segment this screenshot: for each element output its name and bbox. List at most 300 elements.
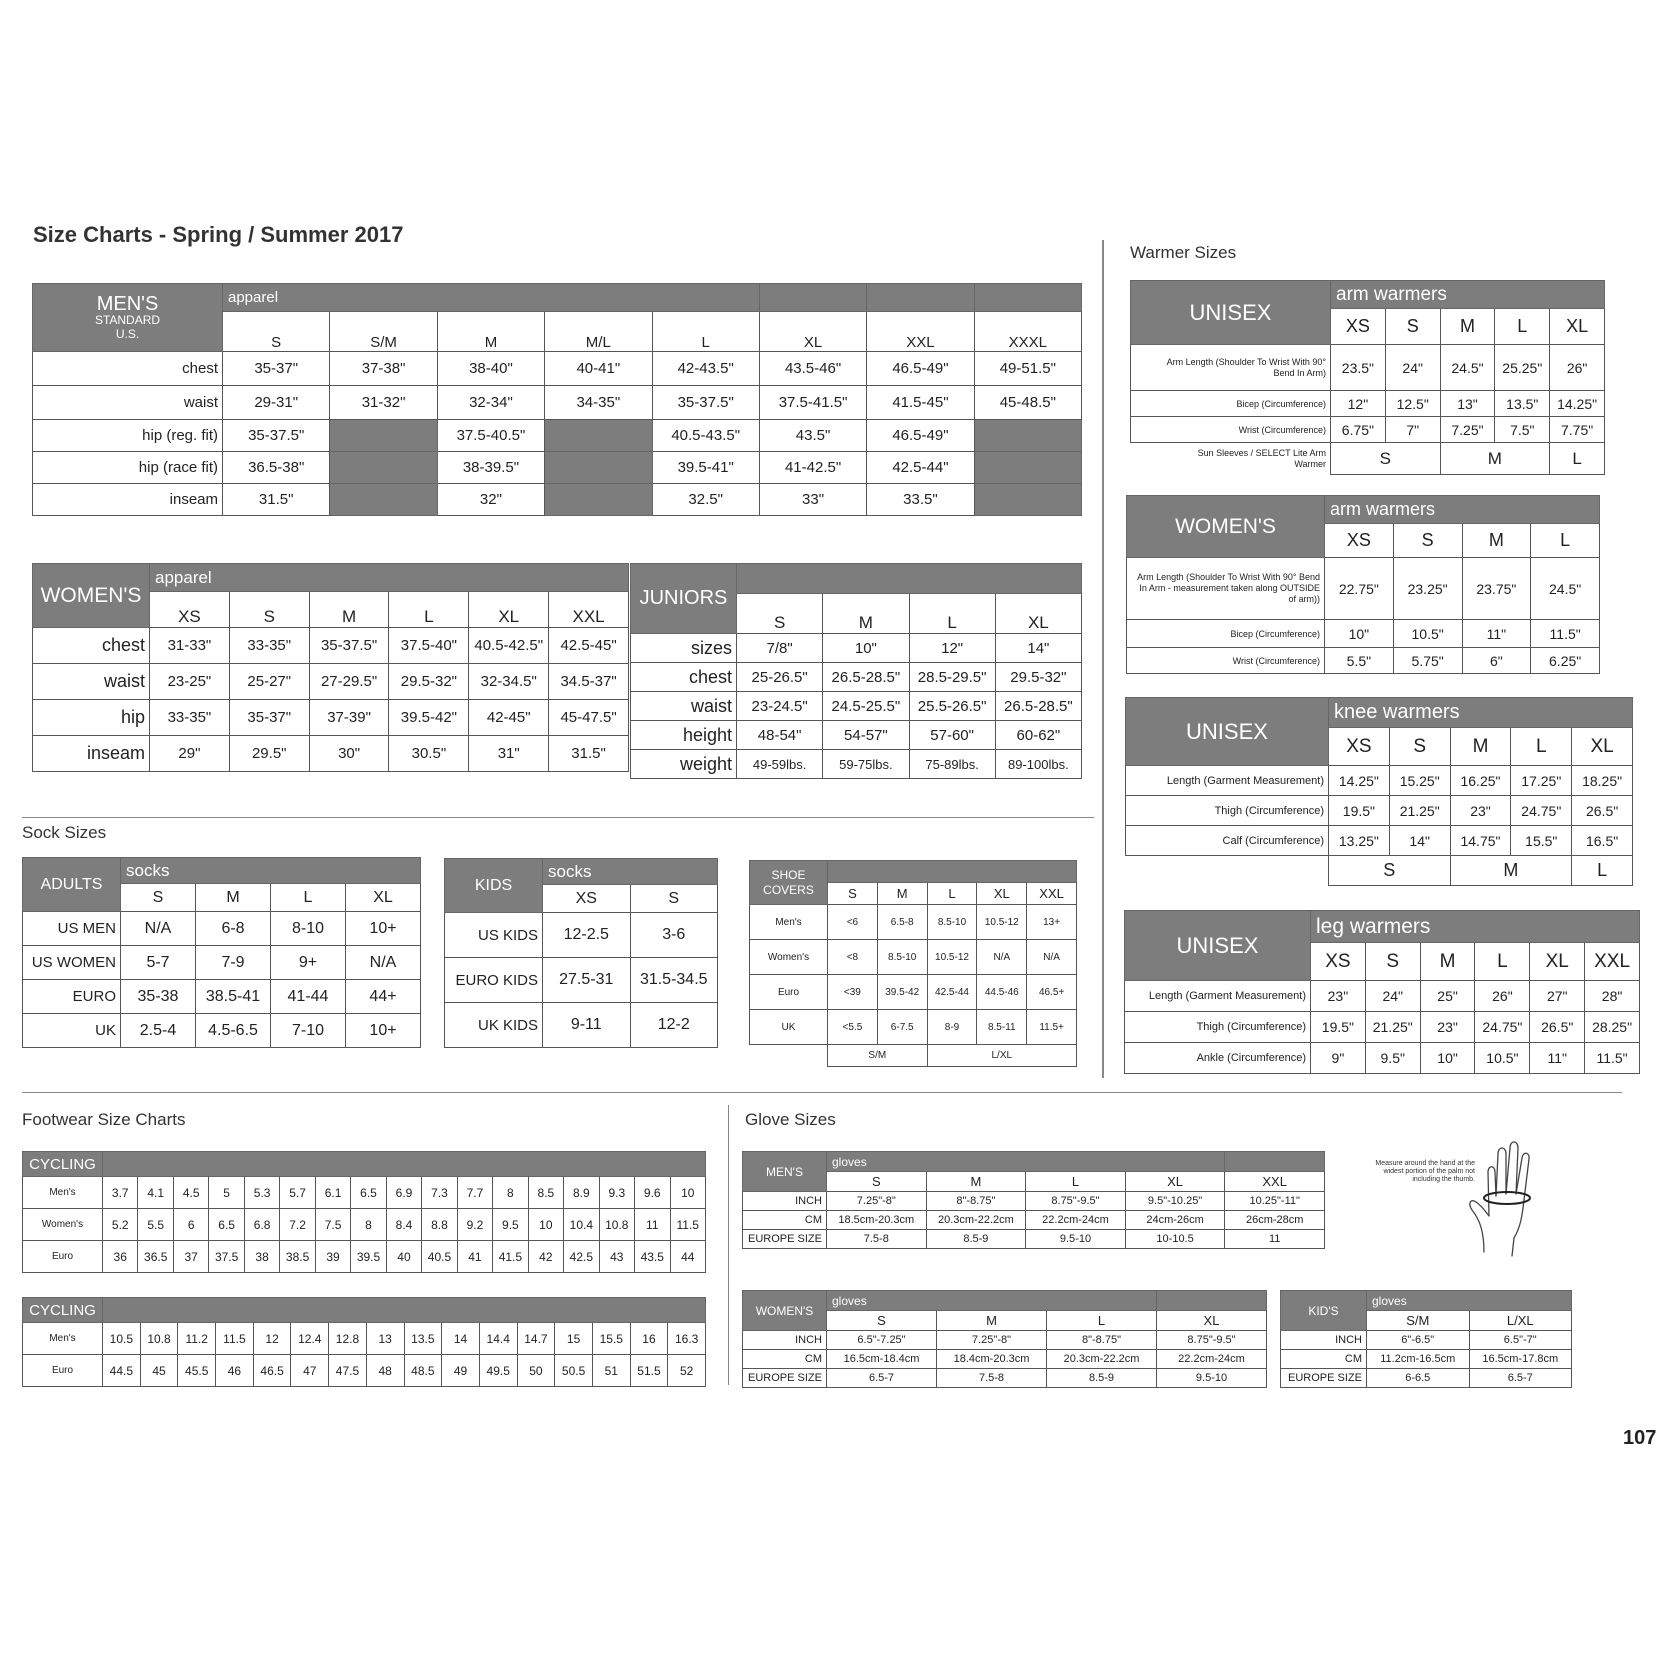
- table-cell: 6.8: [244, 1209, 279, 1241]
- row-label: Wrist (Circumference): [1131, 417, 1331, 443]
- table-cell: 8"-8.75": [926, 1192, 1026, 1211]
- table-cell: 45: [140, 1355, 178, 1387]
- table-cell: 44.5: [103, 1355, 141, 1387]
- table-cell: 22.2cm-24cm: [1026, 1211, 1126, 1230]
- row-label: Length (Garment Measurement): [1126, 766, 1329, 796]
- table-row: [23, 946, 421, 980]
- size-header: XL: [1572, 728, 1633, 766]
- table-cell: 39: [315, 1241, 350, 1273]
- table-cell: N/A: [977, 940, 1027, 975]
- table-row: [33, 736, 629, 772]
- table-cell: 26cm-28cm: [1225, 1211, 1325, 1230]
- empty-cell: [330, 484, 437, 516]
- table-cell: 7.25"-8": [827, 1192, 927, 1211]
- kids-header: KIDS: [445, 859, 543, 913]
- table-cell: 16.25": [1450, 766, 1511, 796]
- table-cell: 11: [635, 1209, 670, 1241]
- table-row: [1126, 826, 1633, 856]
- table-cell: 89-100lbs.: [995, 750, 1081, 779]
- row-label: Thigh (Circumference): [1125, 1012, 1311, 1043]
- table-cell: 10+: [346, 1014, 421, 1048]
- glove-sizes-title: Glove Sizes: [745, 1110, 836, 1129]
- table-cell: 16: [630, 1323, 668, 1355]
- table-row: [23, 912, 421, 946]
- table-cell: 35-38: [121, 980, 196, 1014]
- adults-header: ADULTS: [23, 858, 121, 912]
- table-cell: 29-31": [223, 386, 330, 420]
- table-cell: 24.5": [1531, 558, 1600, 620]
- table-cell: 28.5-29.5": [909, 663, 995, 692]
- table-cell: 28": [1585, 981, 1640, 1012]
- table-cell: 50.5: [555, 1355, 593, 1387]
- size-header: L: [271, 884, 346, 912]
- table-row: [33, 484, 1082, 516]
- row-label: US MEN: [23, 912, 121, 946]
- table-cell: 14.25": [1329, 766, 1390, 796]
- arm-warmers-unisex-table: [1130, 280, 1605, 475]
- gloves-group-label: gloves: [1367, 1291, 1572, 1311]
- row-label: UK: [23, 1014, 121, 1048]
- size-header: XXL: [1027, 883, 1077, 905]
- size-header: S: [737, 594, 823, 634]
- table-cell: 10+: [346, 912, 421, 946]
- table-row: [33, 352, 1082, 386]
- table-cell: 8.5-10: [927, 905, 977, 940]
- table-cell: 5.3: [244, 1177, 279, 1209]
- table-cell: <5.5: [828, 1010, 878, 1045]
- table-cell: <39: [828, 975, 878, 1010]
- size-header: L: [652, 312, 759, 352]
- size-header: M: [437, 312, 544, 352]
- table-row: [33, 420, 1082, 452]
- table-cell: 36.5-38": [223, 452, 330, 484]
- table-cell: 49-51.5": [974, 352, 1081, 386]
- table-cell: 7-10: [271, 1014, 346, 1048]
- table-cell: 27.5-31: [543, 958, 631, 1003]
- table-cell: 8-10: [271, 912, 346, 946]
- table-cell: 45.5: [178, 1355, 216, 1387]
- table-row: [33, 664, 629, 700]
- table-row: [743, 1211, 1325, 1230]
- table-row: [33, 700, 629, 736]
- table-cell: 9.5: [493, 1209, 528, 1241]
- size-header: XXL: [1225, 1172, 1325, 1192]
- table-row: [1125, 981, 1640, 1012]
- row-label: waist: [33, 664, 150, 700]
- table-cell: 37-39": [309, 700, 389, 736]
- size-header: L: [1047, 1311, 1157, 1331]
- row-label: inseam: [33, 484, 223, 516]
- size-header: XL: [977, 883, 1027, 905]
- table-row: [1281, 1369, 1572, 1388]
- table-cell: 29.5": [229, 736, 309, 772]
- table-row: [750, 940, 1077, 975]
- table-cell: 35-37.5": [223, 420, 330, 452]
- table-cell: 35-37": [223, 352, 330, 386]
- table-cell: 25-27": [229, 664, 309, 700]
- table-cell: 38-39.5": [437, 452, 544, 484]
- table-cell: 32-34": [437, 386, 544, 420]
- row-label: US WOMEN: [23, 946, 121, 980]
- size-header: XL: [346, 884, 421, 912]
- table-cell: 35-37.5": [309, 628, 389, 664]
- table-row: [23, 1177, 706, 1209]
- table-cell: 23": [1450, 796, 1511, 826]
- empty-cell: [330, 420, 437, 452]
- table-cell: 8-9: [927, 1010, 977, 1045]
- row-label: EURO KIDS: [445, 958, 543, 1003]
- table-cell: 9.3: [599, 1177, 634, 1209]
- table-row: [1131, 443, 1605, 475]
- row-label: INCH: [1281, 1331, 1367, 1350]
- table-cell: 16.3: [668, 1323, 706, 1355]
- table-cell: 18.25": [1572, 766, 1633, 796]
- table-cell: 6.5-7: [827, 1369, 937, 1388]
- table-cell: 17.25": [1511, 766, 1572, 796]
- table-cell: 38: [244, 1241, 279, 1273]
- table-row: [445, 958, 718, 1003]
- table-cell: 26": [1550, 345, 1605, 391]
- table-row: [743, 1192, 1325, 1211]
- table-cell: 6: [173, 1209, 208, 1241]
- table-cell: 14": [995, 634, 1081, 663]
- table-cell: S: [1329, 856, 1451, 886]
- table-row: [631, 634, 1082, 663]
- juniors-table: [630, 563, 1082, 779]
- table-cell: 8.5-9: [1047, 1369, 1157, 1388]
- table-cell: 6.5-7: [1469, 1369, 1572, 1388]
- table-cell: 42.5-44: [927, 975, 977, 1010]
- table-cell: 43.5: [635, 1241, 670, 1273]
- size-header: S/M: [330, 312, 437, 352]
- table-cell: 6-8: [196, 912, 271, 946]
- row-label: US KIDS: [445, 913, 543, 958]
- table-cell: 6.9: [386, 1177, 421, 1209]
- size-header: S: [630, 885, 718, 913]
- womens-gloves-header: WOMEN'S: [743, 1291, 827, 1331]
- table-row: [1131, 417, 1605, 443]
- table-cell: 49: [442, 1355, 480, 1387]
- table-row: [1281, 1350, 1572, 1369]
- table-cell: 20.3cm-22.2cm: [926, 1211, 1026, 1230]
- table-row: [1125, 1012, 1640, 1043]
- row-label: Women's: [750, 940, 828, 975]
- table-cell: 45-48.5": [974, 386, 1081, 420]
- table-cell: 5.5: [138, 1209, 173, 1241]
- table-row: [750, 975, 1077, 1010]
- row-label: EUROPE SIZE: [743, 1369, 827, 1388]
- table-cell: 13.25": [1329, 826, 1390, 856]
- kids-socks-table: [444, 858, 718, 1048]
- table-cell: 13": [1440, 391, 1495, 417]
- table-cell: 41.5-45": [867, 386, 974, 420]
- table-cell: 4.5: [173, 1177, 208, 1209]
- table-row: [1127, 558, 1600, 620]
- table-cell: 6.5: [209, 1209, 244, 1241]
- size-header: M: [1440, 309, 1495, 345]
- table-row: [23, 1014, 421, 1048]
- table-row: [23, 1323, 706, 1355]
- table-cell: 41.5: [493, 1241, 528, 1273]
- hand-measure-illustration: [1462, 1132, 1570, 1260]
- table-cell: 15.25": [1389, 766, 1450, 796]
- table-cell: 31.5-34.5: [630, 958, 718, 1003]
- gloves-group-label: gloves: [827, 1291, 1157, 1311]
- table-cell: 18.5cm-20.3cm: [827, 1211, 927, 1230]
- table-cell: 7.75": [1550, 417, 1605, 443]
- table-cell: 27-29.5": [309, 664, 389, 700]
- table-cell: 23-25": [150, 664, 230, 700]
- table-cell: 25.25": [1495, 345, 1550, 391]
- table-cell: 44.5-46: [977, 975, 1027, 1010]
- table-row: [1127, 648, 1600, 674]
- empty-cell: [974, 484, 1081, 516]
- size-header: L: [909, 594, 995, 634]
- table-cell: 16.5": [1572, 826, 1633, 856]
- table-cell: 23.5": [1331, 345, 1386, 391]
- table-cell: 16.5cm-17.8cm: [1469, 1350, 1572, 1369]
- table-cell: 2.5-4: [121, 1014, 196, 1048]
- row-label: CM: [743, 1211, 827, 1230]
- mens-gloves-header: MEN'S: [743, 1152, 827, 1192]
- table-cell: 33": [759, 484, 866, 516]
- table-cell: 7-9: [196, 946, 271, 980]
- table-cell: 8.5-9: [926, 1230, 1026, 1249]
- table-cell: 28.25": [1585, 1012, 1640, 1043]
- table-cell: 9.5"-10.25": [1125, 1192, 1225, 1211]
- row-label: Bicep (Circumference): [1127, 620, 1325, 648]
- glove-measure-note: Measure around the hand at the widest portion of the palm not including the thumb.: [1375, 1160, 1475, 1184]
- table-cell: N/A: [346, 946, 421, 980]
- table-cell: 32": [437, 484, 544, 516]
- mens-header: MEN'S: [96, 293, 159, 316]
- table-cell: 24.75": [1511, 796, 1572, 826]
- sock-sizes-title: Sock Sizes: [22, 823, 107, 842]
- table-cell: 12-2: [630, 1003, 718, 1048]
- size-header: XS: [1311, 943, 1366, 981]
- table-row: [33, 386, 1082, 420]
- table-cell: 8.5: [528, 1177, 563, 1209]
- table-cell: 11.2cm-16.5cm: [1367, 1350, 1470, 1369]
- table-cell: 21.25": [1389, 796, 1450, 826]
- size-header: XL: [1125, 1172, 1225, 1192]
- table-cell: 10": [1420, 1043, 1475, 1074]
- row-label: hip (reg. fit): [33, 420, 223, 452]
- gloves-womens-table: [742, 1290, 1267, 1388]
- table-cell: 49.5: [479, 1355, 517, 1387]
- table-cell: 8.8: [422, 1209, 457, 1241]
- table-cell: 31": [469, 736, 549, 772]
- table-cell: M: [1450, 856, 1572, 886]
- knee-warmers-group-label: knee warmers: [1329, 698, 1633, 728]
- table-cell: 6.75": [1331, 417, 1386, 443]
- table-cell: 30": [309, 736, 389, 772]
- size-header: XL: [995, 594, 1081, 634]
- table-cell: 9.6: [635, 1177, 670, 1209]
- table-cell: 19.5": [1311, 1012, 1366, 1043]
- size-header: S: [229, 592, 309, 628]
- table-cell: 40-41": [545, 352, 652, 386]
- mens-apparel-table: [32, 283, 1082, 516]
- table-row: [1126, 766, 1633, 796]
- table-cell: 10": [823, 634, 909, 663]
- table-row: [631, 721, 1082, 750]
- table-cell: 10.5": [1393, 620, 1462, 648]
- row-label: hip (race fit): [33, 452, 223, 484]
- row-label: EURO: [23, 980, 121, 1014]
- table-cell: 8.5-11: [977, 1010, 1027, 1045]
- vertical-divider: [728, 1105, 729, 1385]
- table-cell: 18.4cm-20.3cm: [937, 1350, 1047, 1369]
- unisex-header: UNISEX: [1126, 698, 1329, 766]
- size-header: M: [937, 1311, 1047, 1331]
- table-row: [743, 1350, 1267, 1369]
- size-header: XS: [543, 885, 631, 913]
- table-cell: 15.5": [1511, 826, 1572, 856]
- table-cell: 6-6.5: [1367, 1369, 1470, 1388]
- table-cell: 7.2: [280, 1209, 315, 1241]
- size-header: S: [223, 312, 330, 352]
- table-cell: 43.5-46": [759, 352, 866, 386]
- table-cell: 10: [528, 1209, 563, 1241]
- table-cell: 42: [528, 1241, 563, 1273]
- table-cell: L: [1572, 856, 1633, 886]
- table-cell: 44: [670, 1241, 706, 1273]
- row-label: sizes: [631, 634, 737, 663]
- empty-cell: [545, 420, 652, 452]
- shoe-covers-table: [749, 860, 1077, 1067]
- table-cell: <8: [828, 940, 878, 975]
- row-label: Euro: [23, 1355, 103, 1387]
- size-header: XS: [1329, 728, 1390, 766]
- table-cell: 6.5"-7": [1469, 1331, 1572, 1350]
- table-cell: 11.2: [178, 1323, 216, 1355]
- table-cell: 43.5": [759, 420, 866, 452]
- table-cell: 5: [209, 1177, 244, 1209]
- table-cell: 31-32": [330, 386, 437, 420]
- table-cell: 10.5-12: [927, 940, 977, 975]
- row-label: EUROPE SIZE: [743, 1230, 827, 1249]
- row-label: chest: [33, 352, 223, 386]
- table-cell: 27": [1530, 981, 1585, 1012]
- row-label: Euro: [23, 1241, 103, 1273]
- table-cell: 13+: [1027, 905, 1077, 940]
- table-cell: 12-2.5: [543, 913, 631, 958]
- table-cell: 9.5": [1365, 1043, 1420, 1074]
- table-cell: 40.5: [422, 1241, 457, 1273]
- table-cell: 10.8: [599, 1209, 634, 1241]
- row-label: inseam: [33, 736, 150, 772]
- size-header: XS: [1325, 524, 1394, 558]
- empty-cell: [330, 452, 437, 484]
- table-cell: 7.3: [422, 1177, 457, 1209]
- mens-group-label: apparel: [223, 284, 760, 312]
- table-cell: 75-89lbs.: [909, 750, 995, 779]
- table-cell: 31-33": [150, 628, 230, 664]
- table-cell: 48-54": [737, 721, 823, 750]
- table-cell: 12": [909, 634, 995, 663]
- table-cell: 46.5-49": [867, 352, 974, 386]
- table-row: [631, 663, 1082, 692]
- size-header: XS: [150, 592, 230, 628]
- table-cell: 9-11: [543, 1003, 631, 1048]
- size-header: M: [877, 883, 927, 905]
- row-label: INCH: [743, 1192, 827, 1211]
- mens-subheader: STANDARD U.S.: [94, 313, 161, 341]
- size-header: S: [827, 1172, 927, 1192]
- table-cell: 13.5": [1495, 391, 1550, 417]
- table-cell: 29.5-32": [995, 663, 1081, 692]
- table-row: [23, 980, 421, 1014]
- size-header: XL: [1157, 1311, 1267, 1331]
- table-cell: 14.75": [1450, 826, 1511, 856]
- table-row: [1125, 1043, 1640, 1074]
- arm-warmers-group-label: arm warmers: [1331, 281, 1605, 309]
- table-cell: 39.5: [351, 1241, 386, 1273]
- table-cell: 8: [351, 1209, 386, 1241]
- table-cell: 36.5: [138, 1241, 173, 1273]
- row-label: CM: [1281, 1350, 1367, 1369]
- leg-warmers-table: [1124, 910, 1640, 1074]
- table-cell: 39.5-42: [877, 975, 927, 1010]
- table-cell: 46.5: [253, 1355, 291, 1387]
- table-cell: 26.5-28.5": [995, 692, 1081, 721]
- table-row: [1126, 796, 1633, 826]
- page-number: 107: [1623, 1427, 1657, 1449]
- table-cell: 29": [150, 736, 230, 772]
- row-label: Arm Length (Shoulder To Wrist With 90° Bend In Arm): [1131, 345, 1331, 391]
- table-cell: 14: [442, 1323, 480, 1355]
- table-cell: 34.5-37": [549, 664, 629, 700]
- table-cell: 33.5": [867, 484, 974, 516]
- table-cell: 11.5": [1531, 620, 1600, 648]
- table-cell: 5.75": [1393, 648, 1462, 674]
- table-cell: 42.5-44": [867, 452, 974, 484]
- table-cell: 6.1: [315, 1177, 350, 1209]
- table-cell: 26.5": [1530, 1012, 1585, 1043]
- table-cell: 15.5: [592, 1323, 630, 1355]
- table-cell: 46.5-49": [867, 420, 974, 452]
- table-cell: 4.5-6.5: [196, 1014, 271, 1048]
- footwear-title: Footwear Size Charts: [22, 1110, 186, 1129]
- table-cell: 10.8: [140, 1323, 178, 1355]
- table-cell: 4.1: [138, 1177, 173, 1209]
- table-cell: 57-60": [909, 721, 995, 750]
- table-cell: 6.5"-7.25": [827, 1331, 937, 1350]
- row-label: waist: [33, 386, 223, 420]
- table-cell: 7/8": [737, 634, 823, 663]
- table-cell: 52: [668, 1355, 706, 1387]
- table-cell: 25.5-26.5": [909, 692, 995, 721]
- page-title: Size Charts - Spring / Summer 2017: [33, 222, 404, 247]
- table-cell: 8.9: [564, 1177, 599, 1209]
- table-row: [445, 913, 718, 958]
- table-cell: 21.25": [1365, 1012, 1420, 1043]
- size-header: S: [121, 884, 196, 912]
- size-header: S: [827, 1311, 937, 1331]
- table-cell: 9.5-10: [1026, 1230, 1126, 1249]
- table-cell: 12.5": [1385, 391, 1440, 417]
- table-cell: 41-44: [271, 980, 346, 1014]
- table-cell: M: [1440, 443, 1550, 475]
- table-cell: 40.5-43.5": [652, 420, 759, 452]
- row-label: UK: [750, 1010, 828, 1045]
- size-header: L: [389, 592, 469, 628]
- row-label: Men's: [23, 1177, 103, 1209]
- table-row: [33, 628, 629, 664]
- row-label: CM: [743, 1350, 827, 1369]
- row-label: Arm Length (Shoulder To Wrist With 90° Bend In Arm - measurement taken along OUTSIDE of arm)): [1127, 558, 1325, 620]
